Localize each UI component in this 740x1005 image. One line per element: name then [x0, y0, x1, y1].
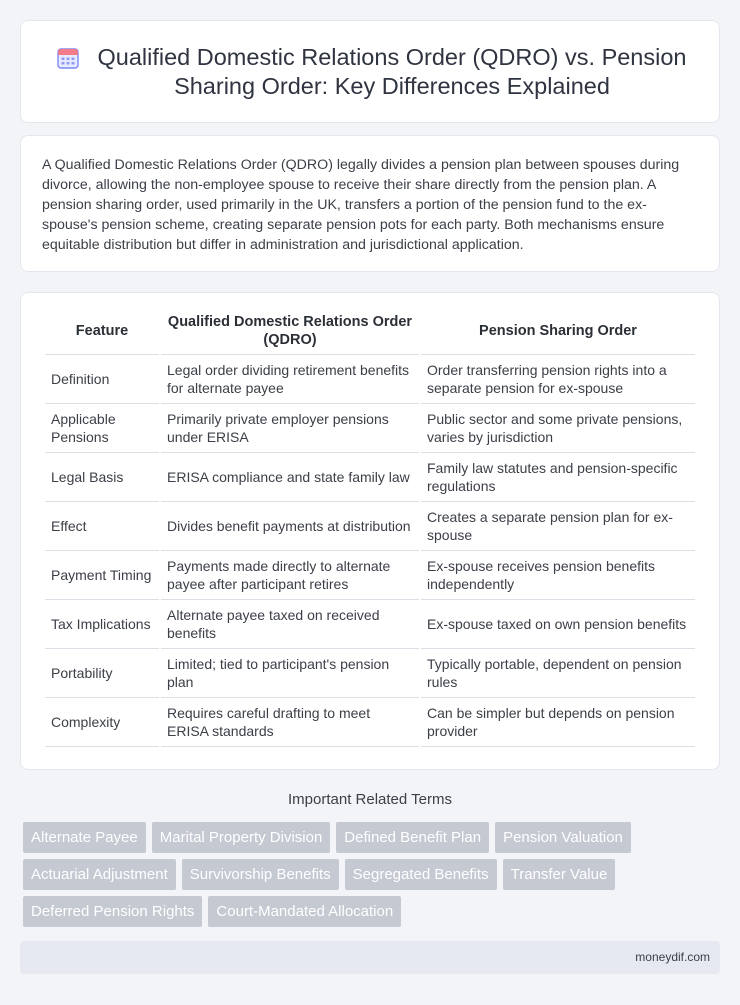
related-term-tag[interactable]: Segregated Benefits [345, 859, 497, 890]
title-card [20, 20, 720, 123]
pso-cell: Can be simpler but depends on pension provider [421, 698, 695, 747]
table-header-row [45, 307, 695, 355]
feature-cell: Legal Basis [45, 453, 159, 502]
qdro-cell: Payments made directly to alternate payee after participant retires [161, 551, 419, 600]
related-term-tag[interactable]: Court-Mandated Allocation [208, 896, 401, 927]
pso-cell: Family law statutes and pension-specific regulations [421, 453, 695, 502]
comparison-table [43, 307, 697, 747]
feature-cell: Applicable Pensions [45, 404, 159, 453]
qdro-cell: Requires careful drafting to meet ERISA standards [161, 698, 419, 747]
related-term-tag[interactable]: Defined Benefit Plan [336, 822, 489, 853]
related-terms-list [23, 822, 713, 933]
qdro-cell: Divides benefit payments at distribution [161, 502, 419, 551]
related-term-tag[interactable]: Deferred Pension Rights [23, 896, 202, 927]
pso-cell: Creates a separate pension plan for ex-spouse [421, 502, 695, 551]
header-qdro: Qualified Domestic Relations Order (QDRO) [161, 307, 419, 355]
qdro-cell: Legal order dividing retirement benefits for alternate payee [161, 355, 419, 404]
feature-cell: Definition [45, 355, 159, 404]
pso-cell: Order transferring pension rights into a separate pension for ex-spouse [421, 355, 695, 404]
pso-cell: Ex-spouse taxed on own pension benefits [421, 600, 695, 649]
qdro-cell: ERISA compliance and state family law [161, 453, 419, 502]
table-row [45, 502, 695, 551]
related-term-tag[interactable]: Pension Valuation [495, 822, 631, 853]
table-row [45, 600, 695, 649]
pso-cell: Typically portable, dependent on pension rules [421, 649, 695, 698]
related-terms-heading: Important Related Terms [288, 791, 452, 808]
table-row [45, 404, 695, 453]
qdro-cell: Limited; tied to participant's pension plan [161, 649, 419, 698]
feature-cell: Tax Implications [45, 600, 159, 649]
pso-cell: Public sector and some private pensions, varies by jurisdiction [421, 404, 695, 453]
site-name[interactable]: moneydif.com [635, 950, 710, 964]
table-row [45, 355, 695, 404]
comparison-table-card [20, 292, 720, 770]
footer [20, 941, 720, 974]
related-term-tag[interactable]: Alternate Payee [23, 822, 146, 853]
feature-cell: Portability [45, 649, 159, 698]
page-title: Qualified Domestic Relations Order (QDRO) vs. Pension Sharing Order: Key Differences Explained [97, 44, 687, 99]
table-row [45, 551, 695, 600]
feature-cell: Effect [45, 502, 159, 551]
related-term-tag[interactable]: Marital Property Division [152, 822, 331, 853]
related-term-tag[interactable]: Survivorship Benefits [182, 859, 339, 890]
qdro-cell: Alternate payee taxed on received benefits [161, 600, 419, 649]
table-row [45, 453, 695, 502]
intro-card [20, 135, 720, 272]
related-term-tag[interactable]: Transfer Value [503, 859, 616, 890]
header-pension-sharing: Pension Sharing Order [421, 307, 695, 355]
table-row [45, 698, 695, 747]
qdro-cell: Primarily private employer pensions under ERISA [161, 404, 419, 453]
feature-cell: Complexity [45, 698, 159, 747]
related-term-tag[interactable]: Actuarial Adjustment [23, 859, 176, 890]
table-row [45, 649, 695, 698]
header-feature: Feature [45, 307, 159, 355]
pso-cell: Ex-spouse receives pension benefits independently [421, 551, 695, 600]
intro-paragraph: A Qualified Domestic Relations Order (QDRO) legally divides a pension plan between spouses during divorce, allowing the non-employee spouse to receive their share directly from the pension plan. A pension sharing order, used primarily in the UK, transfers a portion of the pension fund to the ex-spouse's pension scheme, creating separate pension pots for each party. Both mechanisms ensure equitable distribution but differ in administration and jurisdictional application. [42, 157, 680, 253]
feature-cell: Payment Timing [45, 551, 159, 600]
